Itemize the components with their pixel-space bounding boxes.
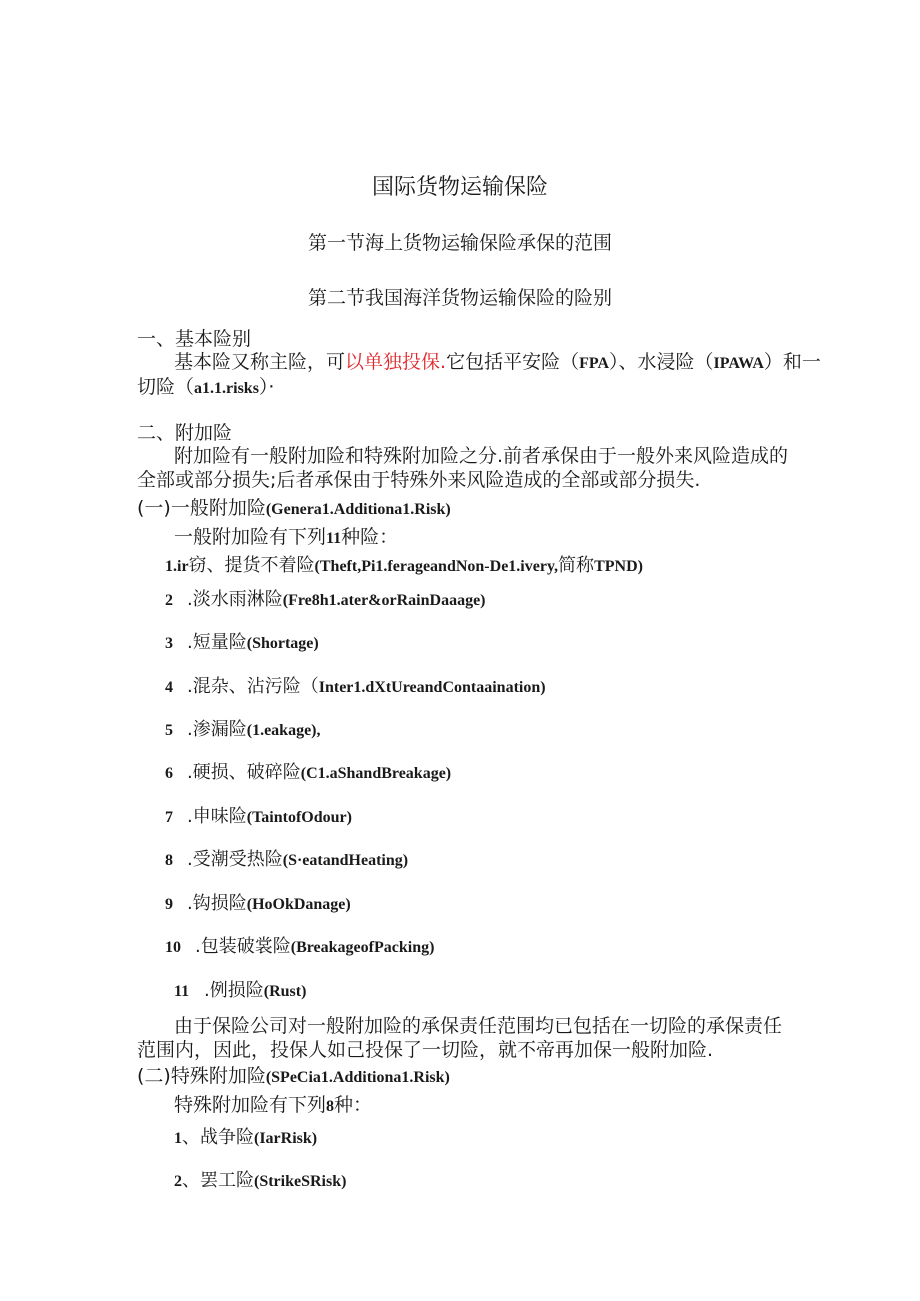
list-item (165, 761, 451, 786)
item-zh: .渗漏险 (187, 719, 247, 740)
item-zh: .淡水雨淋险 (187, 589, 283, 610)
text: ）和一 (763, 351, 821, 373)
item-zh: .钩损险 (187, 893, 247, 914)
subheading-zh: (一)一般附加险 (137, 497, 266, 519)
text: 切险（ (137, 376, 195, 398)
item-number: 1 (174, 1130, 182, 1147)
list-item (165, 588, 486, 613)
item-zh: .受潮受热险 (187, 849, 283, 870)
list-item (174, 1169, 346, 1194)
count: 8 (326, 1098, 335, 1115)
text: 种险： (341, 526, 399, 548)
item-en: (Fre8h1.ater&orRainDaaage) (282, 592, 486, 609)
list-item (165, 892, 351, 917)
item-zh: .例损险 (204, 980, 264, 1001)
subheading-special (137, 1064, 450, 1090)
heading-basic-risks: 一、基本险别 (137, 328, 252, 350)
list-item (165, 848, 408, 873)
item-en: (TaintofOdour) (246, 809, 352, 826)
item-zh: 、罢工险 (182, 1170, 254, 1191)
text: ）· (258, 376, 275, 398)
item-number: 11 (174, 983, 190, 1000)
item-number: 10 (165, 939, 181, 956)
item-en: (S·eatandHeating) (282, 852, 409, 869)
item-zh: .硬损、破碎险 (187, 762, 301, 783)
term: FPA (579, 355, 609, 372)
text: 一般附加险有下列 (174, 526, 327, 548)
paragraph-general-note-line1: 由于保险公司对一般附加险的承保责任范围均已包括在一切险的承保责任 (174, 1015, 783, 1037)
item-en-2: TPND) (594, 558, 643, 575)
section-heading-2: 第二节我国海洋货物运输保险的险别 (307, 287, 612, 309)
paragraph-additional-line2: 全部或部分损失;后者承保由于特殊外来风险造成的全部或部分损失. (137, 469, 701, 491)
special-intro (174, 1093, 372, 1119)
text: ）、水浸险（ (609, 351, 714, 373)
item-number: 4 (165, 679, 173, 696)
paragraph-general-note-line2: 范围内，因此，投保人如己投保了一切险，就不帝再加保一般附加险. (137, 1039, 714, 1061)
item-number: 9 (165, 896, 173, 913)
item-en: (BreakageofPacking) (290, 939, 435, 956)
item-en: (Rust) (263, 983, 307, 1000)
term: a1.1.risks (194, 380, 259, 397)
item-en: (HoOkDanage) (246, 896, 351, 913)
item-en: (IarRisk) (254, 1130, 318, 1147)
subheading-zh: (二)特殊附加险 (137, 1065, 266, 1087)
subheading-general (137, 496, 451, 522)
item-number: 2 (165, 592, 173, 609)
list-item (165, 631, 319, 656)
list-item (165, 805, 352, 830)
list-item (165, 675, 546, 700)
item-zh: .混杂、沾污险（ (187, 676, 319, 697)
term: IPAWA (713, 355, 764, 372)
item-en: (StrikeSRisk) (254, 1173, 347, 1190)
heading-additional-risks: 二、附加险 (137, 422, 233, 444)
item-zh: 、战争险 (182, 1127, 254, 1148)
item-number: 7 (165, 809, 173, 826)
item-en: (Shortage) (246, 635, 319, 652)
list-item (165, 935, 434, 960)
text: 种： (334, 1094, 373, 1116)
item-number: 6 (165, 765, 173, 782)
count: 11 (326, 530, 342, 547)
item-number: 8 (165, 852, 173, 869)
subheading-en: (SPeCia1.Additiona1.Risk) (265, 1069, 450, 1086)
list-item (165, 554, 643, 579)
text: 基本险又称主险，可 (174, 351, 346, 373)
list-item (174, 1126, 317, 1151)
text: 它包括平安险（ (446, 351, 580, 373)
item-number: 1.ir (165, 558, 189, 575)
paragraph-basic-line1 (174, 350, 821, 376)
subheading-en: (Genera1.Additiona1.Risk) (265, 501, 451, 518)
item-zh: .短量险 (187, 632, 247, 653)
item-zh-2: 简称 (558, 555, 595, 576)
text: 特殊附加险有下列 (174, 1094, 327, 1116)
item-zh: 窃、提货不着险 (188, 555, 315, 576)
item-number: 5 (165, 722, 173, 739)
item-number: 2 (174, 1173, 182, 1190)
item-en: (C1.aShandBreakage) (300, 765, 452, 782)
highlight-text: 以单独投保. (345, 351, 447, 373)
list-item (165, 718, 321, 743)
section-heading-1: 第一节海上货物运输保险承保的范围 (307, 232, 612, 254)
item-number: 3 (165, 635, 173, 652)
item-zh: .申味险 (187, 806, 247, 827)
general-intro (174, 525, 398, 551)
item-en: (Theft,Pi1.ferageandNon-De1.ivery, (314, 558, 559, 575)
item-en: Inter1.dXtUreandContaaination) (318, 679, 546, 696)
doc-title: 国际货物运输保险 (371, 175, 548, 200)
item-zh: .包装破裳险 (195, 936, 291, 957)
paragraph-basic-line2 (137, 375, 274, 401)
paragraph-additional-line1: 附加险有一般附加险和特殊附加险之分.前者承保由于一般外来风险造成的 (174, 445, 789, 467)
list-item (174, 979, 306, 1004)
item-en: (1.eakage), (246, 722, 321, 739)
